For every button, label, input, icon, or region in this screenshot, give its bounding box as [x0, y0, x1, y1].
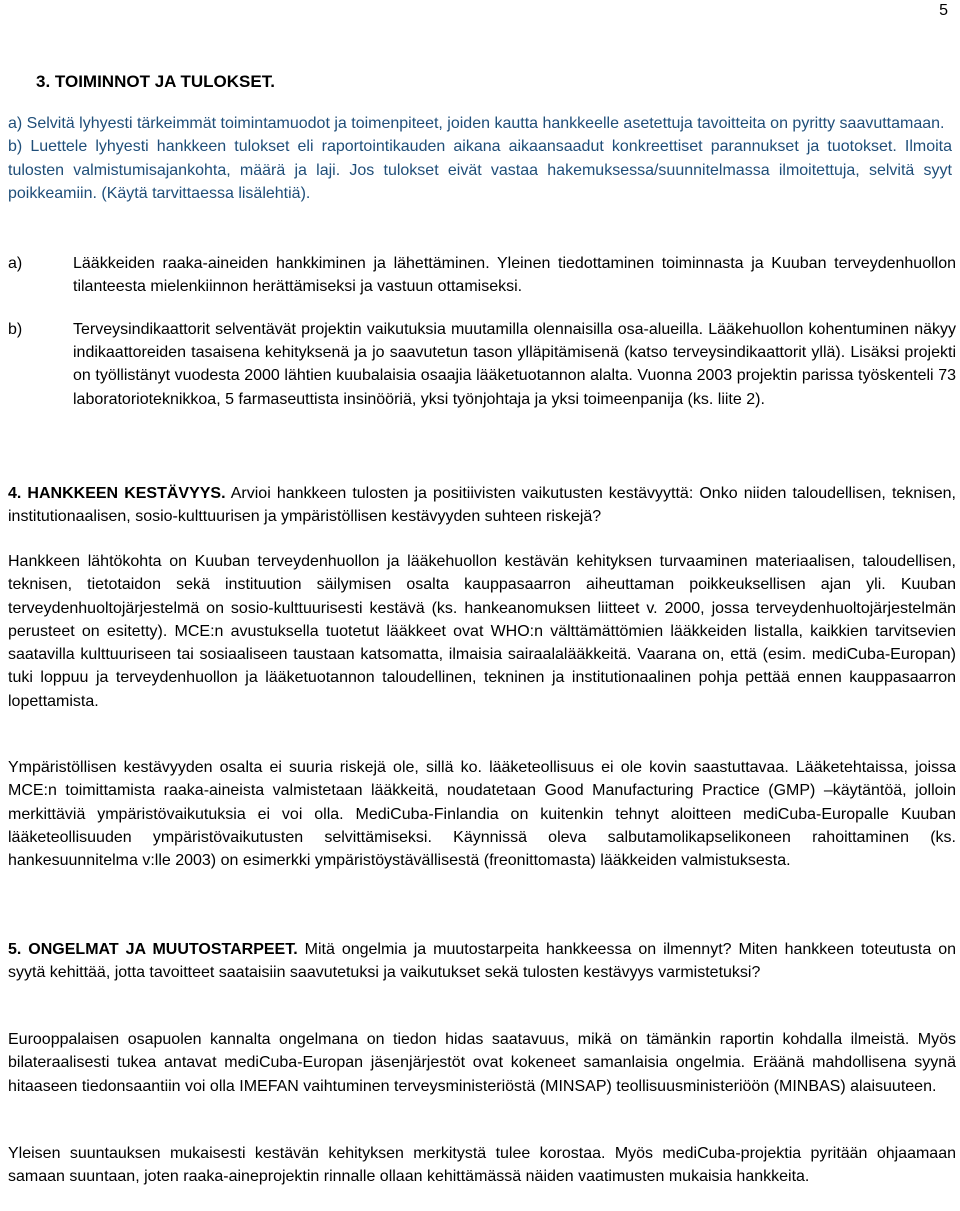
section-3-title: 3. TOIMINNOT JA TULOKSET.: [36, 72, 275, 91]
section-4-paragraph-1: Hankkeen lähtökohta on Kuuban terveydenhuollon ja lääkehuollon kestävän kehityksen turvaaminen materiaalisen, taloudellisen, teknisen, tietotaidon sekä instituution säilymisen osalta kauppasaarron aiheuttaman poikkeuksellisen ajan yli. Kuuban terveydenhuoltojärjestelmä on sosio-kulttuurisesti kestävä (ks. hankeanomuksen liitteet v. 2000, jossa terveydenhuoltojärjestelmän perusteet on esitetty). MCE:n avustuksella tuotetut lääkkeet ovat WHO:n välttämättömien lääkkeiden listalla, kaikkien tarvitsevien saatavilla kulttuuriseen tai sosiaaliseen taustaan katsomatta, ilmaisia sairaalalääkkeitä. Vaarana on, että (esim. mediCuba-Europan) tuki loppuu ja terveydenhuollon ja lääketuotannon taloudellinen, tekninen ja institutionaalinen pohja pettää ennen kauppasaarron lopettamista.: [8, 553, 956, 710]
answer-a: [8, 252, 956, 298]
section-3-instructions: [8, 112, 952, 205]
section-5-heading: [8, 938, 956, 985]
answer-b-text: Terveysindikaattorit selventävät projektin vaikutuksia muutamilla olennaisilla osa-alueilla. Lääkehuollon kohentuminen näkyy indikaattoreiden tasaisena kehityksenä ja jo saavutetun tason ylläpitämisenä (katso terveysindikaattorit yllä). Lisäksi projekti on työllistänyt vuodesta 2000 lähtien kuubalaisia osaajia lääketuotannon alalta. Vuonna 2003 projektin parissa työskenteli 73 laboratorioteknikkoa, 5 farmaseuttista insinööriä, yksi työnjohtaja ja yksi toimeenpanija (ks. liite 2).: [73, 321, 956, 408]
section-5-title: 5. ONGELMAT JA MUUTOSTARPEET.: [8, 941, 298, 958]
section-4-title: 4. HANKKEEN KESTÄVYYS.: [8, 485, 226, 502]
section-4-question: Arvioi hankkeen tulosten ja positiivisten vaikutusten kestävyyttä: Onko niiden taloudellisen, teknisen, institutionaalisen, sosio-kulttuurisen ja ympäristöllisen kestävyyden suhteen riskejä?: [8, 485, 956, 526]
page-number: 5: [939, 2, 948, 19]
answer-a-text: Lääkkeiden raaka-aineiden hankkiminen ja lähettäminen. Yleinen tiedottaminen toiminnasta ja Kuuban terveydenhuollon tilanteesta mielenkiinnon herättämiseksi ja vastuun ottamiseksi.: [73, 255, 956, 296]
section-5-question: Mitä ongelmia ja muutostarpeita hankkeessa on ilmennyt? Miten hankkeen toteutusta on syytä kehittää, jotta tavoitteet saataisiin saavutetuksi ja vaikutukset sekä tulosten kestävyys varmistetuksi?: [8, 941, 957, 982]
answer-a-label: a): [8, 255, 23, 272]
instruction-b: b) Luettele lyhyesti hankkeen tulokset eli raportointikauden aikana aikaansaadut konkreettiset parannukset ja tuotokset. Ilmoita tulosten valmistumisajankohta, määrä ja laji. Jos tulokset eivät vastaa hakemuksessa/suunnitelmassa ilmoitettuja, selvitä syyt poikkeamiin. (Käytä tarvittaessa lisälehtiä).: [8, 138, 952, 202]
section-5-paragraph-2: Yleisen suuntauksen mukaisesti kestävän kehityksen merkitystä tulee korostaa. Myös mediCuba-projektia pyritään ohjaamaan samaan suuntaan, joten raaka-aineprojektin rinnalle ollaan kehittämässä näiden vaatimusten mukaisia hankkeita.: [8, 1145, 956, 1186]
section-5-paragraph-1: Eurooppalaisen osapuolen kannalta ongelmana on tiedon hidas saatavuus, mikä on tämänkin raportin kohdalla ilmeistä. Myös bilateraalisesti tukea antavat mediCuba-Europan jäsenjärjestöt ovat kokeneet samanlaisia ongelmia. Eräänä mahdollisena syynä hitaaseen tiedonsaantiin voi olla IMEFAN vaihtuminen terveysministeriöstä (MINSAP) teollisuusministeriöön (MINBAS) alaisuuteen.: [8, 1031, 956, 1095]
answer-b: [8, 318, 956, 411]
section-4-paragraph-2: Ympäristöllisen kestävyyden osalta ei suuria riskejä ole, sillä ko. lääketeollisuus ei ole kovin saastuttavaa. Lääketehtaissa, joissa MCE:n toimittamista raaka-aineista valmistetaan lääkkeitä, noudatetaan Good Manufacturing Practice (GMP) –käytäntöä, jolloin merkittäviä ympäristövaikutuksia ei voi olla. MediCuba-Finlandia on kuitenkin tehnyt aloitteen mediCuba-Europalle Kuuban lääketeollisuuden ympäristövaikutusten selvittämiseksi. Käynnissä oleva salbutamolikapselikoneen rahoittaminen (ks. hankesuunnitelma v:lle 2003) on esimerkki ympäristöystävällisestä (freonittomasta) lääkkeiden valmistuksesta.: [8, 759, 956, 870]
answer-b-label: b): [8, 321, 23, 338]
instruction-a: a) Selvitä lyhyesti tärkeimmät toimintamuodot ja toimenpiteet, joiden kautta hankkeelle asetettuja tavoitteita on pyritty saavuttamaan.: [8, 115, 945, 132]
section-4-heading: [8, 482, 956, 529]
